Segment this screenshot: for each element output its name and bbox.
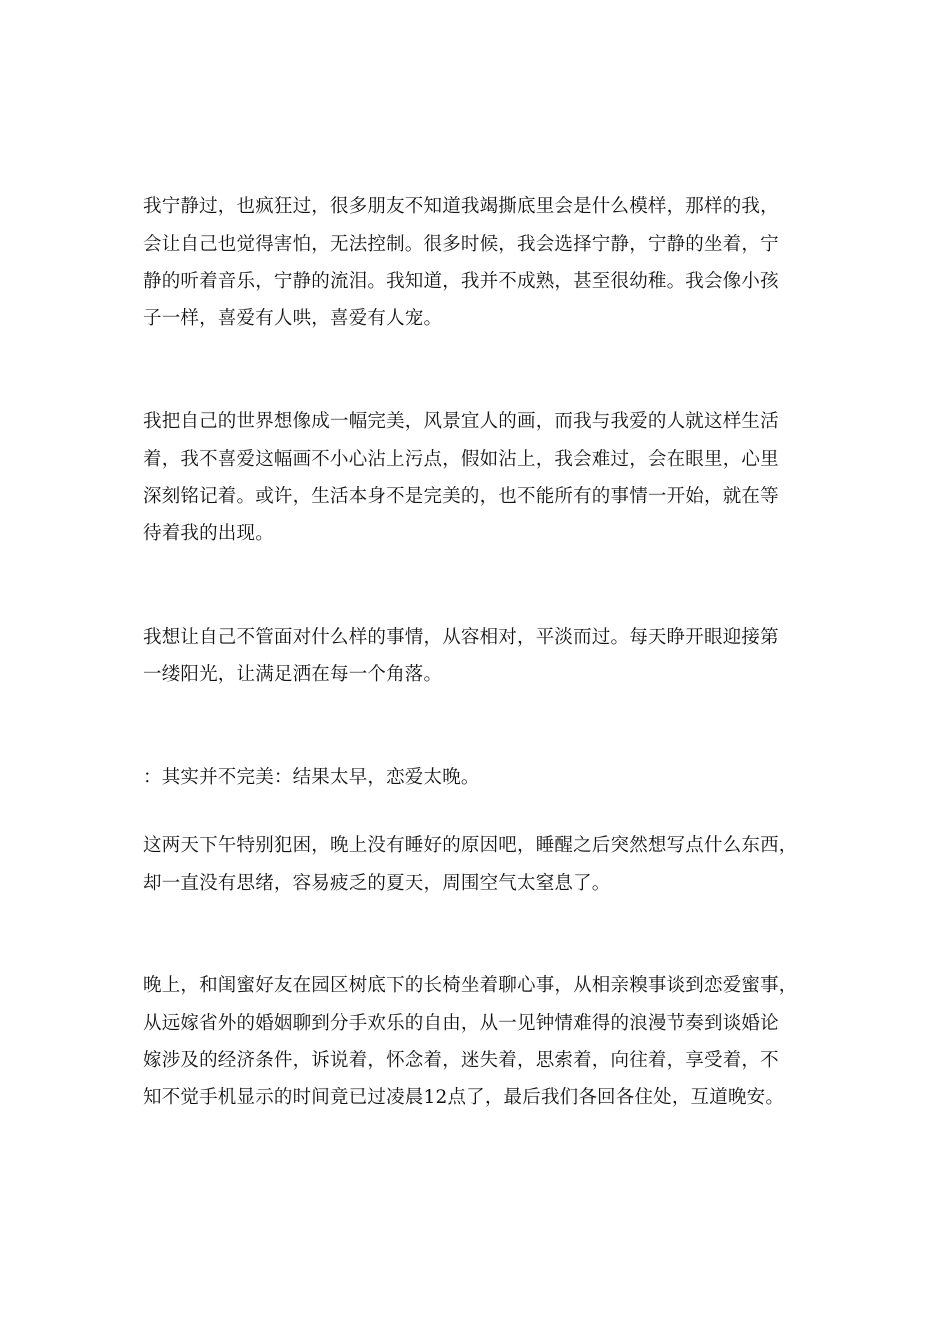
paragraph-5-line-2: 却一直没有思绪，容易疲乏的夏天，周围空气太窒息了。 [143,873,611,894]
paragraph-2-line-1: 我把自己的世界想像成一幅完美，风景宜人的画，而我与我爱的人就这样生活 [143,411,779,432]
paragraph-2-line-2: 着，我不喜爱这幅画不小心沾上污点，假如沾上，我会难过，会在眼里，心里 [143,449,779,470]
paragraph-2-line-3: 深刻铭记着。或许，生活本身不是完美的，也不能所有的事情一开始，就在等 [143,486,779,507]
paragraph-6-line-1: 晚上，和闺蜜好友在园区树底下的长椅坐着聊心事，从相亲糗事谈到恋爱蜜事， [143,975,798,996]
paragraph-4-line-1: ：其实并不完美：结果太早，恋爱太晚。 [143,767,480,788]
paragraph-5-line-1: 这两天下午特别犯困，晚上没有睡好的原因吧，睡醒之后突然想写点什么东西， [143,835,798,856]
paragraph-1-line-3: 静的听着音乐，宁静的流泪。我知道，我并不成熟，甚至很幼稚。我会像小孩 [143,271,779,292]
paragraph-6-line-2: 从远嫁省外的婚姻聊到分手欢乐的自由，从一见钟情难得的浪漫节奏到谈婚论 [143,1013,779,1034]
paragraph-1-line-4: 子一样，喜爱有人哄，喜爱有人宠。 [143,308,443,329]
paragraph-1-line-1: 我宁静过，也疯狂过，很多朋友不知道我竭撕底里会是什么模样，那样的我， [143,196,779,217]
paragraph-1-line-2: 会让自己也觉得害怕，无法控制。很多时候，我会选择宁静，宁静的坐着，宁 [143,234,779,255]
paragraph-6-line-4: 知不觉手机显示的时间竟已过凌晨12点了，最后我们各回各住处，互道晚安。 [143,1087,785,1108]
paragraph-3-line-1: 我想让自己不管面对什么样的事情，从容相对，平淡而过。每天睁开眼迎接第 [143,627,779,648]
paragraph-3-line-2: 一缕阳光，让满足洒在每一个角落。 [143,664,443,685]
paragraph-6-line-3: 嫁涉及的经济条件，诉说着，怀念着，迷失着，思索着，向往着，享受着，不 [143,1050,779,1071]
paragraph-2-line-4: 待着我的出现。 [143,523,274,544]
